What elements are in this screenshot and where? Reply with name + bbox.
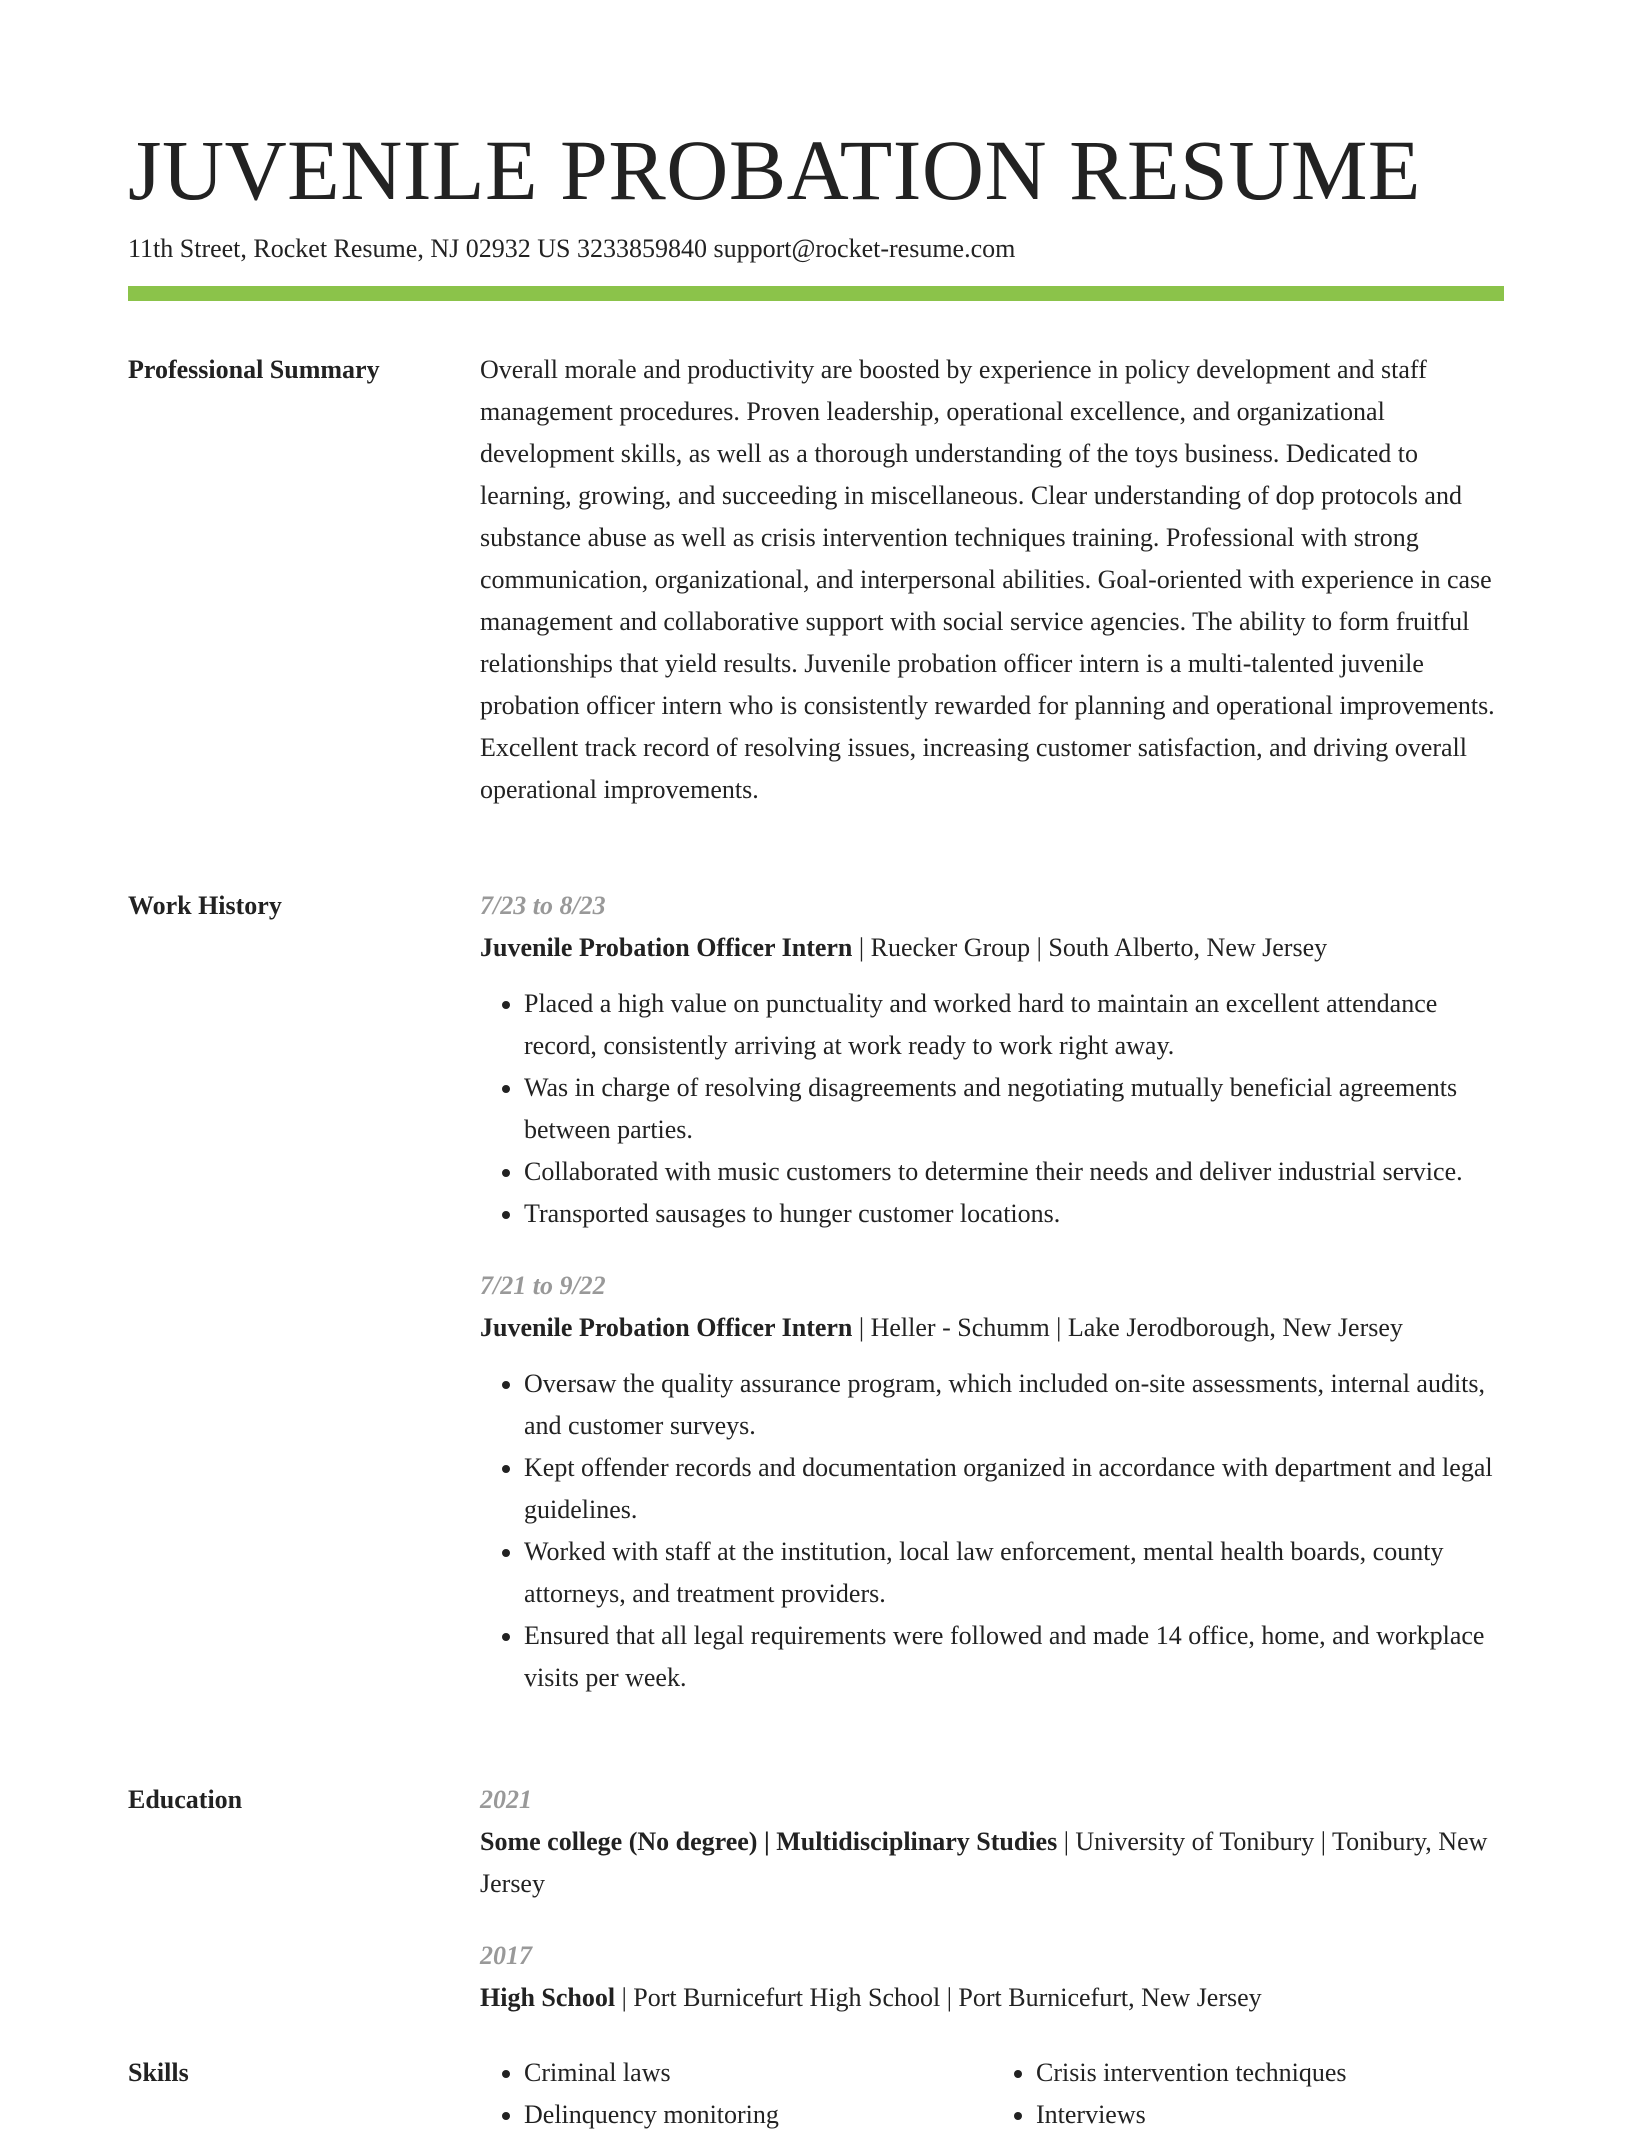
job-bullets [480,983,1504,1235]
accent-divider [128,286,1504,301]
list-item: • Placed a high value on punctuality and worked hard to maintain an excellent attendance record, consistently arriving at work ready to work right away. [524,983,1504,1067]
job-title: Juvenile Probation Officer Intern [480,933,853,962]
job-date: 7/23 to 8/23 [480,891,606,920]
list-item: • Criminal laws [524,2052,992,2094]
job-bullets [480,1363,1504,1699]
list-item: • Worked with staff at the institution, local law enforcement, mental health boards, county attorneys, and treatment providers. [524,1531,1504,1615]
list-item: • Delinquency monitoring [524,2094,992,2136]
education-year: 2017 [480,1941,532,1970]
work-history-body [480,885,1504,1699]
list-item: • Oversaw the quality assurance program, which included on-site assessments, internal audits, and customer surveys. [524,1363,1504,1447]
summary-heading: Professional Summary [128,355,380,384]
contact-info: 11th Street, Rocket Resume, NJ 02932 US 3233859840 support@rocket-resume.com [128,234,1016,263]
list-item: • Crisis intervention techniques [1036,2052,1504,2094]
job-date: 7/21 to 9/22 [480,1271,606,1300]
education-degree: High School [480,1983,616,2012]
education-line [480,1821,1504,1905]
education-details: | Port Burnicefurt High School | Port Burnicefurt, New Jersey [615,1983,1262,2012]
skills-heading: Skills [128,2058,189,2087]
resume-title: JUVENILE PROBATION RESUME [128,122,1421,218]
education-year: 2021 [480,1785,532,1814]
skills-column-left [480,2052,992,2136]
education-entry [480,1935,1504,2019]
job-details: | Heller - Schumm | Lake Jerodborough, New Jersey [852,1313,1403,1342]
summary-text: Overall morale and productivity are boosted by experience in policy development and staff management procedures. Proven leadership, operational excellence, and organizational development skills, as well as a thorough understanding of the toys business. Dedicated to learning, growing, and succeeding in miscellaneous. Clear understanding of dop protocols and substance abuse as well as crisis intervention techniques training. Professional with strong communication, organizational, and interpersonal abilities. Goal-oriented with experience in case management and collaborative support with social service agencies. The ability to form fruitful relationships that yield results. Juvenile probation officer intern is a multi-talented juvenile probation officer intern who is consistently rewarded for planning and operational improvements. Excellent track record of resolving issues, increasing customer satisfaction, and driving overall operational improvements. [480,355,1495,804]
list-item: • Transported sausages to hunger customer locations. [524,1193,1504,1235]
list-item: • Interviews [1036,2094,1504,2136]
education-entry [480,1779,1504,1905]
job-details: | Ruecker Group | South Alberto, New Jersey [852,933,1328,962]
education-heading: Education [128,1785,243,1814]
skills-grid [480,2052,1504,2136]
education-details: | University of Tonibury | Tonibury, New Jersey [480,1827,1488,1898]
education-line [480,1977,1504,2019]
skills-body [480,2052,1504,2136]
skills-column-right [992,2052,1504,2136]
education-body [480,1779,1504,2019]
job-entry [480,1265,1504,1699]
list-item: • Collaborated with music customers to determine their needs and deliver industrial service. [524,1151,1504,1193]
job-role-line [480,1307,1504,1349]
summary-body [480,349,1504,811]
work-history-heading: Work History [128,891,282,920]
job-entry [480,885,1504,1235]
list-item: • Kept offender records and documentation organized in accordance with department and legal guidelines. [524,1447,1504,1531]
job-title: Juvenile Probation Officer Intern [480,1313,853,1342]
job-role-line [480,927,1504,969]
list-item: • Was in charge of resolving disagreements and negotiating mutually beneficial agreements between parties. [524,1067,1504,1151]
list-item: • Ensured that all legal requirements were followed and made 14 office, home, and workplace visits per week. [524,1615,1504,1699]
education-degree: Some college (No degree) | Multidisciplinary Studies [480,1827,1058,1856]
